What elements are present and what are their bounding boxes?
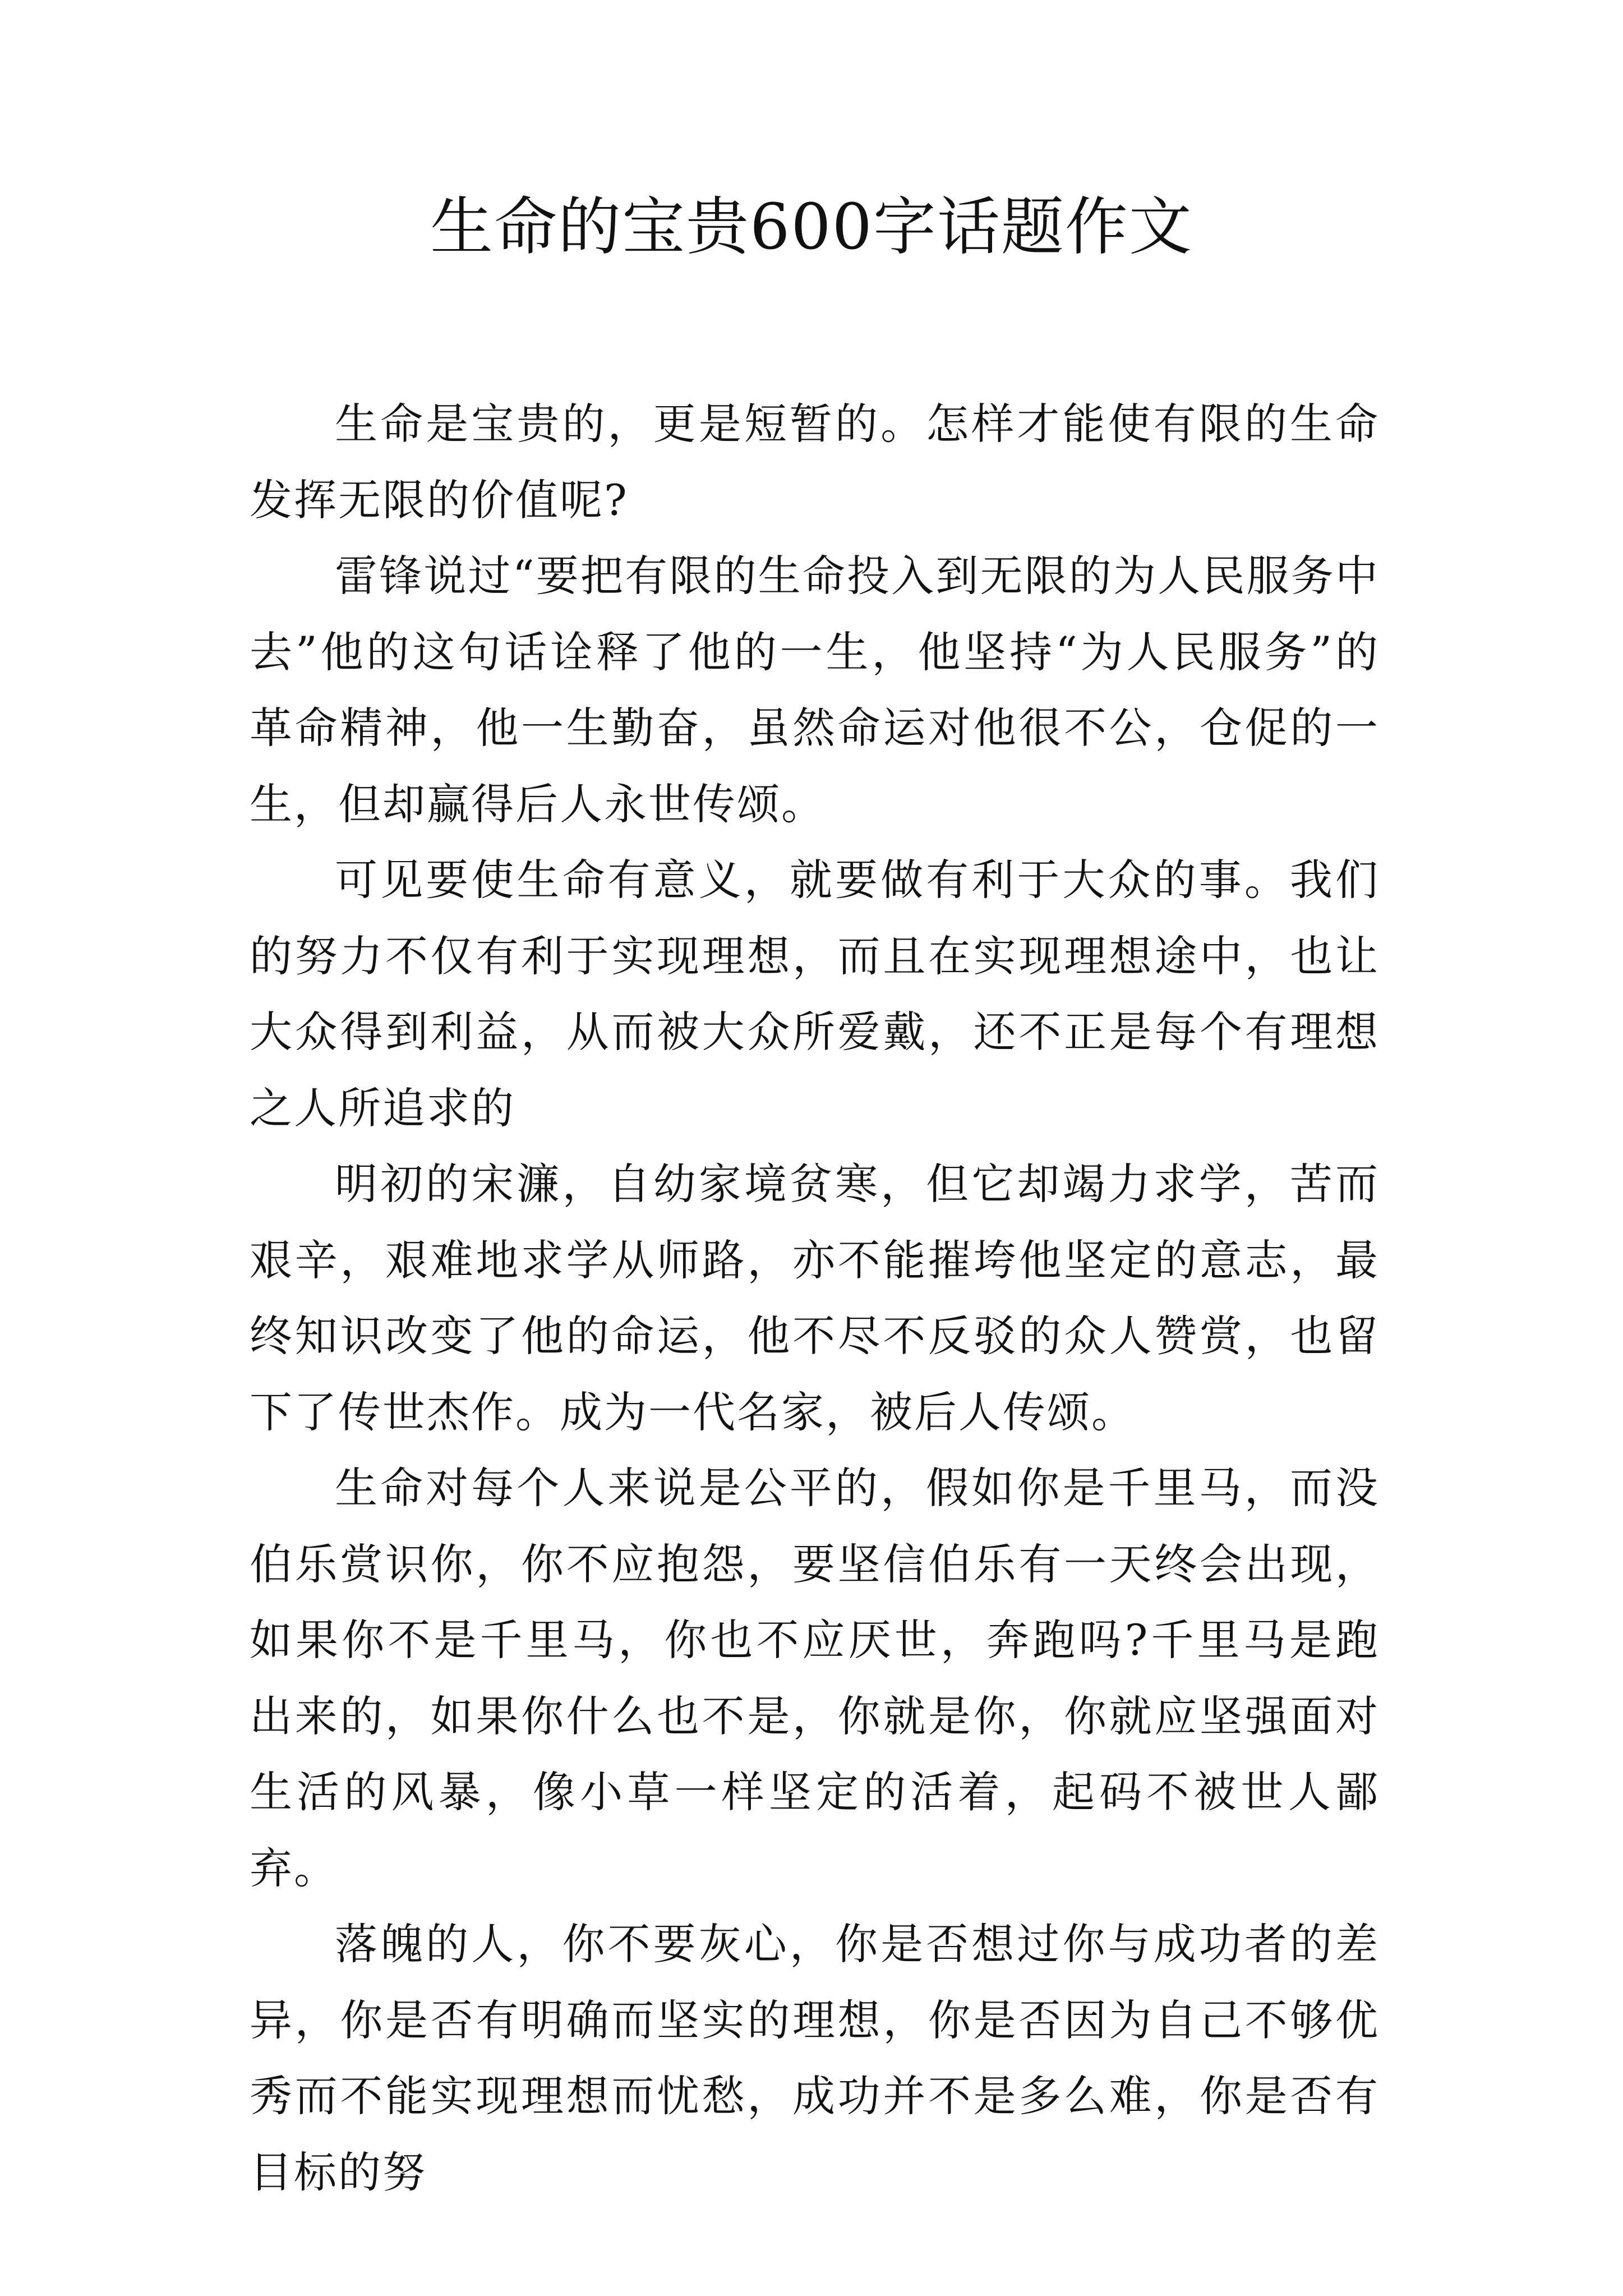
paragraph: 可见要使生命有意义，就要做有利于大众的事。我们的努力不仅有利于实现理想，而且在实现理想途中，也让大众得到利益，从而被大众所爱戴，还不正是每个有理想之人所追求的 (250, 855, 1380, 1133)
paragraph: 落魄的人，你不要灰心，你是否想过你与成功者的差异，你是否有明确而坚实的理想，你是否因为自己不够优秀而不能实现理想而忧愁，成功并不是多么难，你是否有目标的努 (250, 1919, 1380, 2197)
paragraph: 生命是宝贵的，更是短暂的。怎样才能使有限的生命发挥无限的价值呢? (250, 399, 1380, 525)
document-title: 生命的宝贵600字话题作文 (430, 191, 1193, 264)
document-body (250, 386, 1380, 2210)
paragraph: 雷锋说过“要把有限的生命投入到无限的为人民服务中去”他的这句话诠释了他的一生，他坚持“为人民服务”的革命精神，他一生勤奋，虽然命运对他很不公，仓促的一生，但却赢得后人永世传颂。 (250, 551, 1380, 829)
paragraph: 生命对每个人来说是公平的，假如你是千里马，而没伯乐赏识你，你不应抱怨，要坚信伯乐有一天终会出现，如果你不是千里马，你也不应厌世，奔跑吗?千里马是跑出来的，如果你什么也不是，你就是你，你就应坚强面对生活的风暴，像小草一样坚定的活着，起码不被世人鄙弃。 (250, 1463, 1380, 1893)
paragraph: 明初的宋濂，自幼家境贫寒，但它却竭力求学，苦而艰辛，艰难地求学从师路，亦不能摧垮他坚定的意志，最终知识改变了他的命运，他不尽不反驳的众人赞赏，也留下了传世杰作。成为一代名家，被后人传颂。 (250, 1159, 1380, 1437)
